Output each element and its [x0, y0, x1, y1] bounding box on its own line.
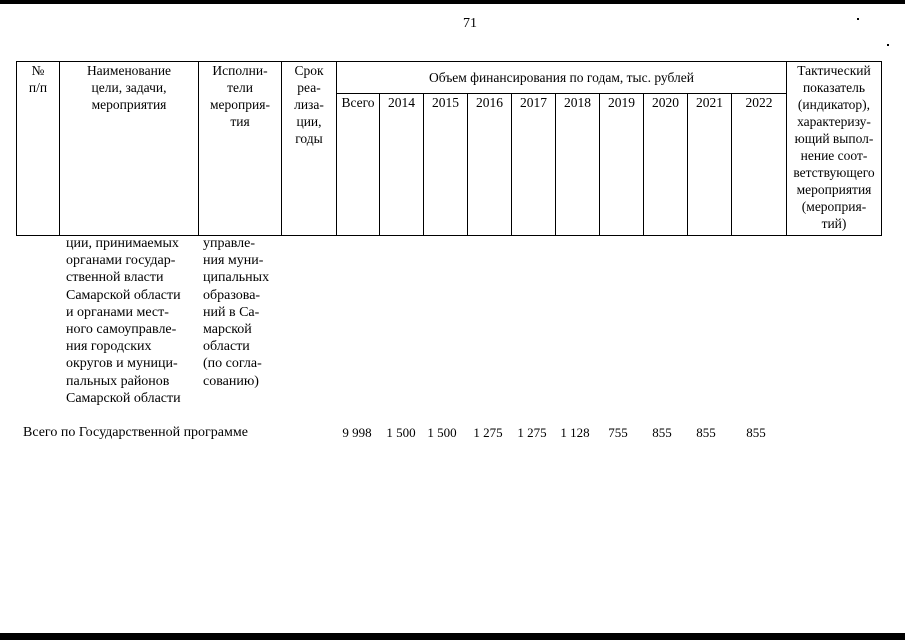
- total-row-value: 1 128: [560, 425, 590, 440]
- header-year: 2019: [600, 94, 644, 236]
- header-year: 2016: [468, 94, 512, 236]
- scan-speck: [857, 18, 859, 20]
- header-indicator: Тактический показатель (индикатор), характеризу- ющий выпол- нение соот- ветствующего мероприятия (мероприя- тий): [787, 62, 882, 236]
- header-term: Срок реа- лиза- ции, годы: [282, 62, 337, 236]
- total-row-value: 855: [652, 425, 672, 440]
- row-name-continuation: ции, принимаемых органами государ- ственной власти Самарской области и органами мест- ного самоуправле- ния городских округов и муници- пальных районов Самарской области: [66, 236, 181, 406]
- total-row-all: 9 998: [342, 425, 372, 440]
- total-row-value: 855: [746, 425, 766, 440]
- financing-table-header: [16, 61, 882, 236]
- page-number: 71: [463, 16, 477, 31]
- header-executors: Исполни- тели мероприя- тия: [199, 62, 282, 236]
- header-year: 2015: [424, 94, 468, 236]
- top-border: [0, 0, 905, 4]
- header-year: 2022: [732, 94, 787, 236]
- total-row-value: 1 275: [517, 425, 547, 440]
- total-row-value: 855: [696, 425, 716, 440]
- total-row-value: 755: [608, 425, 628, 440]
- total-row-value: 1 500: [427, 425, 457, 440]
- row-executors-continuation: управле- ния муни- ципальных образова- ний в Са- марской области (по согла- сованию): [203, 236, 270, 389]
- header-year: 2018: [556, 94, 600, 236]
- total-row-value: 1 500: [386, 425, 416, 440]
- bottom-border: [0, 633, 905, 640]
- header-number: № п/п: [17, 62, 60, 236]
- header-financing: Объем финансирования по годам, тыс. рублей: [337, 62, 787, 94]
- header-year: 2014: [380, 94, 424, 236]
- header-year: 2021: [688, 94, 732, 236]
- header-year: 2020: [644, 94, 688, 236]
- header-year: 2017: [512, 94, 556, 236]
- total-row-label: Всего по Государственной программе: [23, 425, 248, 440]
- scan-speck: [887, 44, 889, 46]
- header-name: Наименование цели, задачи, мероприятия: [60, 62, 199, 236]
- total-row-value: 1 275: [473, 425, 503, 440]
- header-total: Всего: [337, 94, 380, 236]
